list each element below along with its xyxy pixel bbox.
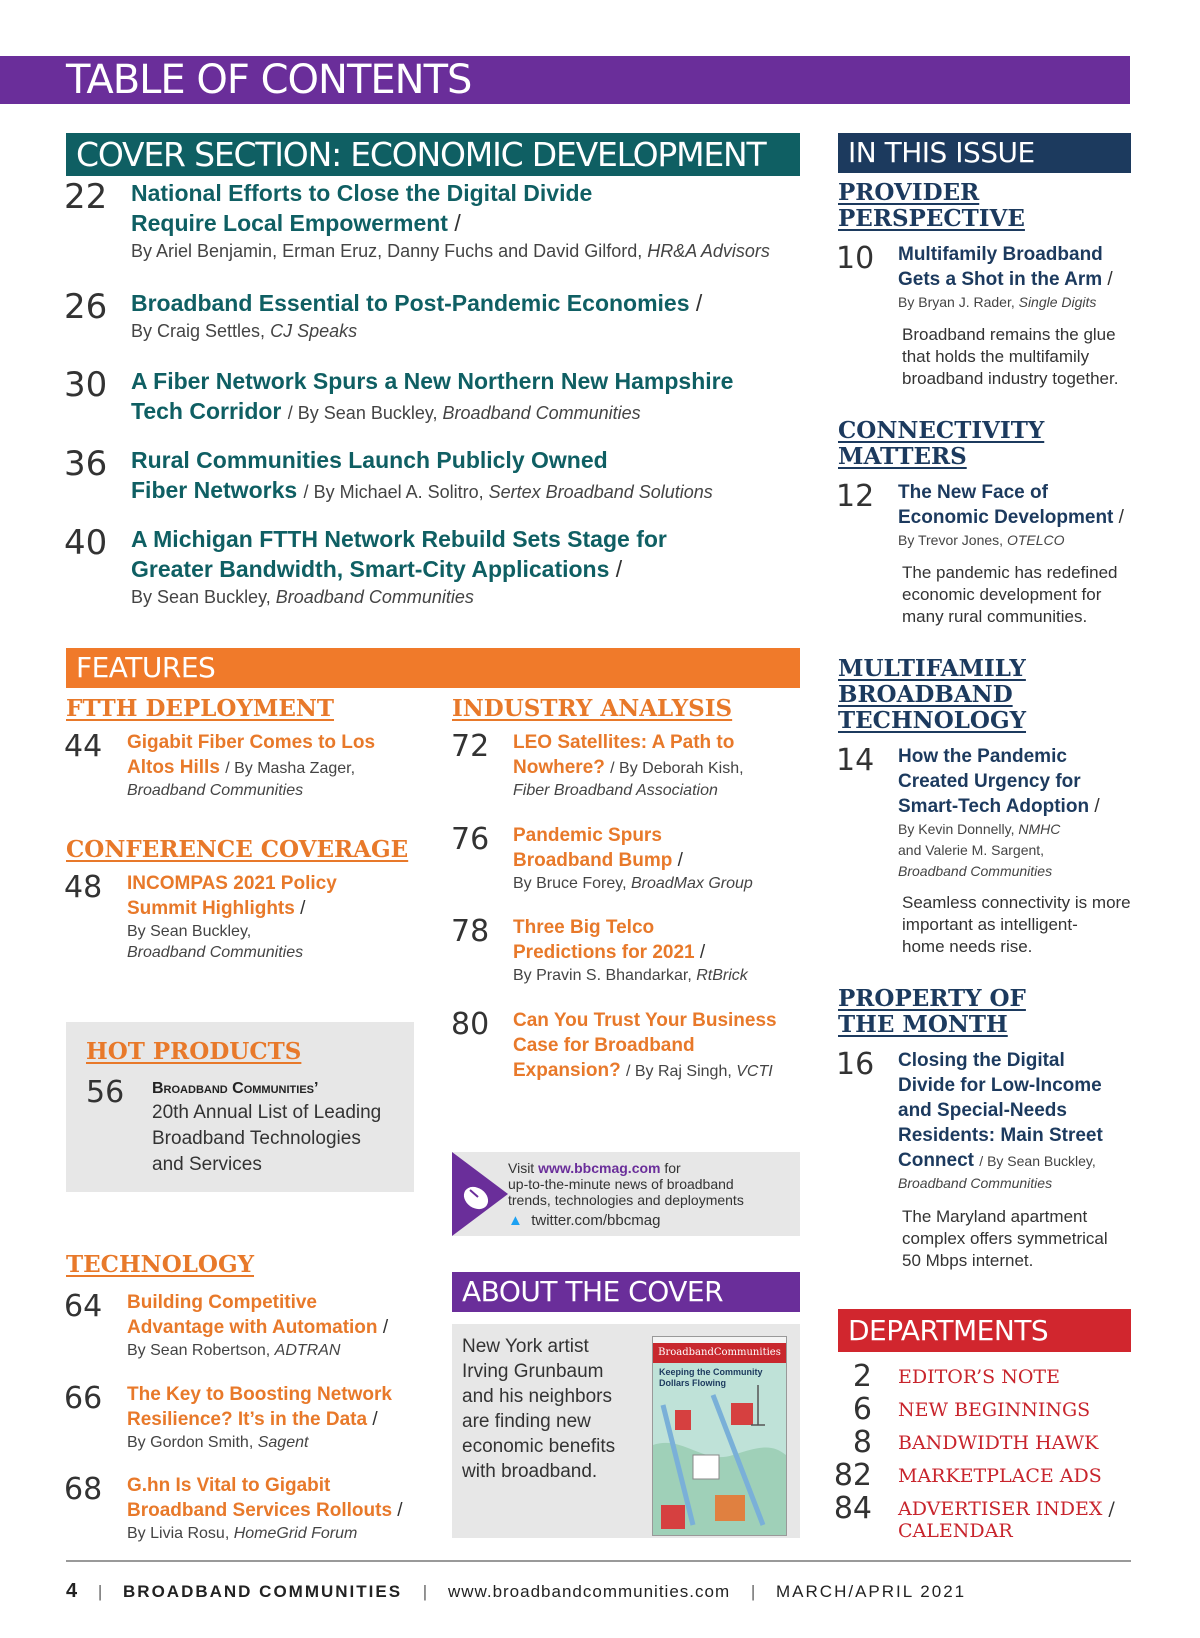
feature-article-76[interactable]: Pandemic Spurs Broadband Bump / By Bruce Forey, BroadMax Group [513, 823, 803, 894]
toc-title: TABLE OF CONTENTS [0, 56, 1130, 104]
issue-article-12[interactable]: The New Face of Economic Development / By Trevor Jones, OTELCO [898, 480, 1138, 551]
section-industry-analysis: INDUSTRY ANALYSIS [452, 695, 733, 722]
byline: By Ariel Benjamin, Erman Eruz, Danny Fuchs and David Gilford, [131, 241, 643, 261]
dept-new-beginnings[interactable]: NEW BEGINNINGS [898, 1399, 1091, 1421]
page-14: 14 [836, 743, 875, 778]
article-title-cont: Altos Hills [127, 757, 220, 778]
article-title: A Michigan FTTH Network Rebuild Sets Stage for [131, 526, 667, 552]
byline-org: Broadband Communities [898, 863, 1053, 879]
cover-thumbnail[interactable] [652, 1336, 787, 1536]
byline-org: Fiber Broadband Association [513, 782, 718, 799]
article-title-cont: Fiber Networks [131, 477, 298, 503]
byline: By Trevor Jones, [898, 532, 1004, 548]
cover-article-3[interactable]: A Fiber Network Spurs a New Northern New Hampshire Tech Corridor / By Sean Buckley, Broadband Communities [131, 366, 801, 428]
article-title-cont: Smart-Tech Adoption [898, 796, 1090, 817]
dept-page: 82 [833, 1458, 872, 1493]
article-title-cont: Require Local Empowerment [131, 210, 448, 236]
cover-article-2[interactable]: Broadband Essential to Post-Pandemic Economies / By Craig Settles, CJ Speaks [131, 290, 703, 341]
section-hot-products: HOT PRODUCTS [86, 1038, 302, 1065]
article-title-cont: Broadband Bump [513, 850, 673, 871]
footer-page-number: 4 [66, 1580, 78, 1602]
hot-line-3: and Services [152, 1154, 262, 1175]
mouse-icon [452, 1152, 508, 1236]
web-visit: Visit [508, 1160, 535, 1176]
feature-article-64[interactable]: Building Competitive Advantage with Automation / By Sean Robertson, ADTRAN [127, 1290, 427, 1361]
dept-editors-note[interactable]: EDITOR’S NOTE [898, 1366, 1060, 1388]
in-this-issue-heading: IN THIS ISSUE [838, 133, 1131, 173]
features-heading: FEATURES [66, 648, 800, 688]
cover-headline-2: Dollars Flowing [659, 1378, 727, 1388]
byline-2: and Valerie M. Sargent, [898, 842, 1045, 858]
feature-article-48[interactable]: INCOMPAS 2021 Policy Summit Highlights / By Sean Buckley, Broadband Communities [127, 871, 417, 963]
page-78: 78 [451, 914, 490, 949]
page-68: 68 [64, 1472, 103, 1507]
page-44: 44 [64, 729, 103, 764]
cover-page-40: 40 [64, 523, 108, 563]
byline-org: VCTI [736, 1063, 773, 1080]
article-title-cont: Predictions for 2021 [513, 942, 695, 963]
byline: By Bryan J. Rader, [898, 294, 1015, 310]
byline-org: RtBrick [696, 967, 748, 984]
article-title-cont: Expansion? [513, 1060, 621, 1081]
byline-org: Sagent [257, 1434, 309, 1451]
twitter-link[interactable]: twitter.com/bbcmag [531, 1212, 661, 1229]
byline: By Bruce Forey, [513, 875, 627, 892]
footer-rule [66, 1560, 1131, 1562]
article-title-cont: Economic Development [898, 507, 1114, 528]
cover-article-4[interactable]: Rural Communities Launch Publicly Owned Fiber Networks / By Michael A. Solitro, Sertex Broadband Solutions [131, 445, 801, 507]
hot-line-2: Broadband Technologies [152, 1128, 361, 1149]
about-line: are finding new [462, 1411, 591, 1432]
article-title: National Efforts to Close the Digital Divide [131, 180, 593, 206]
dept-calendar[interactable]: CALENDAR [898, 1520, 1013, 1542]
page-80: 80 [451, 1007, 490, 1042]
issue-article-10[interactable]: Multifamily Broadband Gets a Shot in the Arm / By Bryan J. Rader, Single Digits [898, 242, 1138, 313]
article-title-cont: Connect [898, 1150, 974, 1171]
byline: By Masha Zager, [234, 760, 356, 777]
page-56: 56 [86, 1075, 125, 1110]
footer-url[interactable]: www.broadbandcommunities.com [447, 1582, 731, 1601]
web-line-2: up-to-the-minute news of broadband [508, 1176, 734, 1192]
byline: By Sean Robertson, [127, 1342, 271, 1359]
dept-page: 84 [833, 1491, 872, 1526]
issue-article-14[interactable]: How the Pandemic Created Urgency for Smart-Tech Adoption / By Kevin Donnelly, NMHC and Valerie M. Sargent, Broadband Communities [898, 744, 1138, 882]
article-title-cont: and Special-Needs [898, 1100, 1067, 1121]
byline-org: Broadband Communities [127, 782, 304, 799]
footer-magazine: BROADBAND COMMUNITIES [123, 1582, 403, 1601]
feature-article-44[interactable]: Gigabit Fiber Comes to Los Altos Hills / By Masha Zager, Broadband Communities [127, 730, 417, 801]
about-line: Irving Grunbaum [462, 1361, 604, 1382]
article-title: G.hn Is Vital to Gigabit [127, 1475, 331, 1496]
byline-org: Broadband Communities [275, 587, 474, 607]
cover-article-5[interactable]: A Michigan FTTH Network Rebuild Sets Stage for Greater Bandwidth, Smart-City Applications / By Sean Buckley, Broadband Communities [131, 524, 801, 610]
article-title-cont: Advantage with Automation [127, 1317, 378, 1338]
dept-page: 6 [852, 1392, 872, 1427]
feature-article-80[interactable]: Can You Trust Your Business Case for Broadband Expansion? / By Raj Singh, VCTI [513, 1008, 803, 1083]
article-title-cont: Case for Broadband [513, 1035, 695, 1056]
cover-illustration [653, 1385, 786, 1535]
page-64: 64 [64, 1289, 103, 1324]
byline: By Livia Rosu, [127, 1525, 230, 1542]
byline: By Craig Settles, [131, 321, 266, 341]
issue-article-16[interactable]: Closing the Digital Divide for Low-Income and Special-Needs Residents: Main Street Connect / By Sean Buckley, Broadband Communities [898, 1048, 1138, 1194]
article-description: Broadband remains the glue that holds the multifamily broadband industry together. [902, 325, 1119, 388]
byline-org: HomeGrid Forum [233, 1525, 358, 1542]
section-property-of-the-month: PROPERTY OF THE MONTH [838, 985, 1026, 1038]
web-promo-box[interactable] [452, 1152, 800, 1236]
dept-bandwidth-hawk[interactable]: BANDWIDTH HAWK [898, 1432, 1099, 1454]
article-title-cont: Created Urgency for [898, 771, 1081, 792]
byline-org: ADTRAN [274, 1342, 341, 1359]
byline-org: Broadband Communities [442, 403, 641, 423]
dept-page: 2 [852, 1359, 872, 1394]
byline-org: BroadMax Group [630, 875, 753, 892]
article-title: Broadband Essential to Post-Pandemic Economies [131, 290, 690, 316]
article-title: Gigabit Fiber Comes to Los [127, 732, 376, 753]
byline: By Pravin S. Bhandarkar, [513, 967, 692, 984]
hot-line-1: 20th Annual List of Leading [152, 1102, 382, 1123]
article-title-cont: Greater Bandwidth, Smart-City Applications [131, 556, 610, 582]
section-connectivity-matters: CONNECTIVITY MATTERS [838, 417, 1045, 470]
about-cover-heading: ABOUT THE COVER [452, 1272, 800, 1312]
dept-marketplace-ads[interactable]: MARKETPLACE ADS [898, 1465, 1102, 1487]
feature-article-78[interactable]: Three Big Telco Predictions for 2021 / By Pravin S. Bhandarkar, RtBrick [513, 915, 803, 986]
byline-org: NMHC [1018, 821, 1061, 837]
page-72: 72 [451, 729, 490, 764]
article-title: Pandemic Spurs [513, 825, 662, 846]
cover-page-36: 36 [64, 444, 108, 484]
byline-org: Sertex Broadband Solutions [488, 482, 713, 502]
about-cover-box [452, 1324, 800, 1538]
byline-org: Single Digits [1018, 294, 1097, 310]
article-title-cont: Gets a Shot in the Arm [898, 269, 1103, 290]
section-provider-perspective: PROVIDER PERSPECTIVE [838, 179, 1025, 232]
about-line: with broadband. [462, 1461, 598, 1482]
hot-products-entry [152, 1078, 402, 1178]
article-title: The New Face of [898, 482, 1048, 503]
page-16: 16 [836, 1047, 875, 1082]
byline: By Sean Buckley, [297, 403, 438, 423]
byline: By Sean Buckley, [131, 587, 271, 607]
article-title: Multifamily Broadband [898, 244, 1103, 265]
byline: By Sean Buckley, [127, 923, 252, 940]
byline-org: Broadband Communities [127, 944, 304, 961]
page-76: 76 [451, 822, 490, 857]
article-title-cont: Nowhere? [513, 757, 605, 778]
article-title: Closing the Digital [898, 1050, 1065, 1071]
section-conference-coverage: CONFERENCE COVERAGE [66, 836, 409, 863]
article-title: Three Big Telco [513, 917, 655, 938]
feature-article-68[interactable]: G.hn Is Vital to Gigabit Broadband Services Rollouts / By Livia Rosu, HomeGrid Forum [127, 1473, 427, 1544]
article-description: The pandemic has redefined economic development for many rural communities. [902, 563, 1118, 626]
brand-name: Broadband Communities’ [152, 1080, 319, 1097]
article-title: The Key to Boosting Network [127, 1384, 392, 1405]
dept-page: 8 [852, 1425, 872, 1460]
byline: By Gordon Smith, [127, 1434, 254, 1451]
byline-org: HR&A Advisors [647, 241, 770, 261]
section-ftth-deployment: FTTH DEPLOYMENT [66, 695, 335, 722]
cover-article-1[interactable]: National Efforts to Close the Digital Divide Require Local Empowerment / By Ariel Benjamin, Erman Eruz, Danny Fuchs and David Gilford, HR&A Advisors [131, 178, 801, 264]
cover-headline: Keeping the Community [659, 1367, 763, 1377]
departments-heading: DEPARTMENTS [838, 1309, 1131, 1352]
web-line-3: trends, technologies and deployments [508, 1192, 744, 1208]
article-title-cont: Residents: Main Street [898, 1125, 1103, 1146]
article-description: The Maryland apartment complex offers symmetrical 50 Mbps internet. [902, 1207, 1108, 1270]
article-title: How the Pandemic [898, 746, 1067, 767]
article-title-cont: Broadband Services Rollouts [127, 1500, 393, 1521]
feature-article-66[interactable]: The Key to Boosting Network Resilience? It’s in the Data / By Gordon Smith, Sagent [127, 1382, 427, 1453]
section-technology: TECHNOLOGY [66, 1251, 255, 1278]
section-multifamily-broadband-technology: MULTIFAMILY BROADBAND TECHNOLOGY [838, 655, 1027, 734]
byline: By Deborah Kish, [619, 760, 744, 777]
about-line: and his neighbors [462, 1386, 612, 1407]
web-for: for [664, 1160, 681, 1176]
article-title: Can You Trust Your Business [513, 1010, 777, 1031]
byline: By Sean Buckley, [987, 1153, 1096, 1169]
cover-page-26: 26 [64, 287, 108, 327]
article-title: A Fiber Network Spurs a New Northern New Hampshire [131, 368, 734, 394]
web-url-link[interactable]: www.bbcmag.com [538, 1160, 661, 1176]
byline-org: OTELCO [1006, 532, 1065, 548]
byline-org: CJ Speaks [270, 321, 358, 341]
dept-advertiser-index[interactable]: ADVERTISER INDEX / [898, 1498, 1115, 1520]
cover-mag-title: BroadbandCommunities [653, 1343, 786, 1363]
cover-page-30: 30 [64, 365, 108, 405]
byline: By Michael A. Solitro, [313, 482, 484, 502]
article-title-cont: Resilience? It’s in the Data [127, 1409, 368, 1430]
about-line: New York artist [462, 1336, 589, 1357]
byline-org: Broadband Communities [898, 1175, 1053, 1191]
article-title-cont: Summit Highlights [127, 898, 295, 919]
article-title: INCOMPAS 2021 Policy [127, 873, 337, 894]
about-line: economic benefits [462, 1436, 616, 1457]
page-48: 48 [64, 870, 103, 905]
article-description: Seamless connectivity is more important as intelligent- home needs rise. [902, 893, 1131, 956]
twitter-icon: ▲ [508, 1212, 523, 1229]
article-title: LEO Satellites: A Path to [513, 732, 735, 753]
byline: By Raj Singh, [634, 1063, 732, 1080]
feature-article-72[interactable]: LEO Satellites: A Path to Nowhere? / By Deborah Kish, Fiber Broadband Association [513, 730, 803, 801]
article-title-cont: Tech Corridor [131, 398, 282, 424]
byline: By Kevin Donnelly, [898, 821, 1015, 837]
page-66: 66 [64, 1381, 103, 1416]
page-12: 12 [836, 479, 875, 514]
cover-page-22: 22 [64, 177, 108, 217]
page-10: 10 [836, 241, 875, 276]
article-title-cont: Divide for Low-Income [898, 1075, 1102, 1096]
article-title: Rural Communities Launch Publicly Owned [131, 447, 608, 473]
footer: 4 | BROADBAND COMMUNITIES | www.broadbandcommunities.com | MARCH/APRIL 2021 [66, 1580, 967, 1602]
article-title: Building Competitive [127, 1292, 317, 1313]
footer-date: MARCH/APRIL 2021 [776, 1582, 967, 1601]
cover-section-heading: COVER SECTION: ECONOMIC DEVELOPMENT [66, 133, 800, 176]
